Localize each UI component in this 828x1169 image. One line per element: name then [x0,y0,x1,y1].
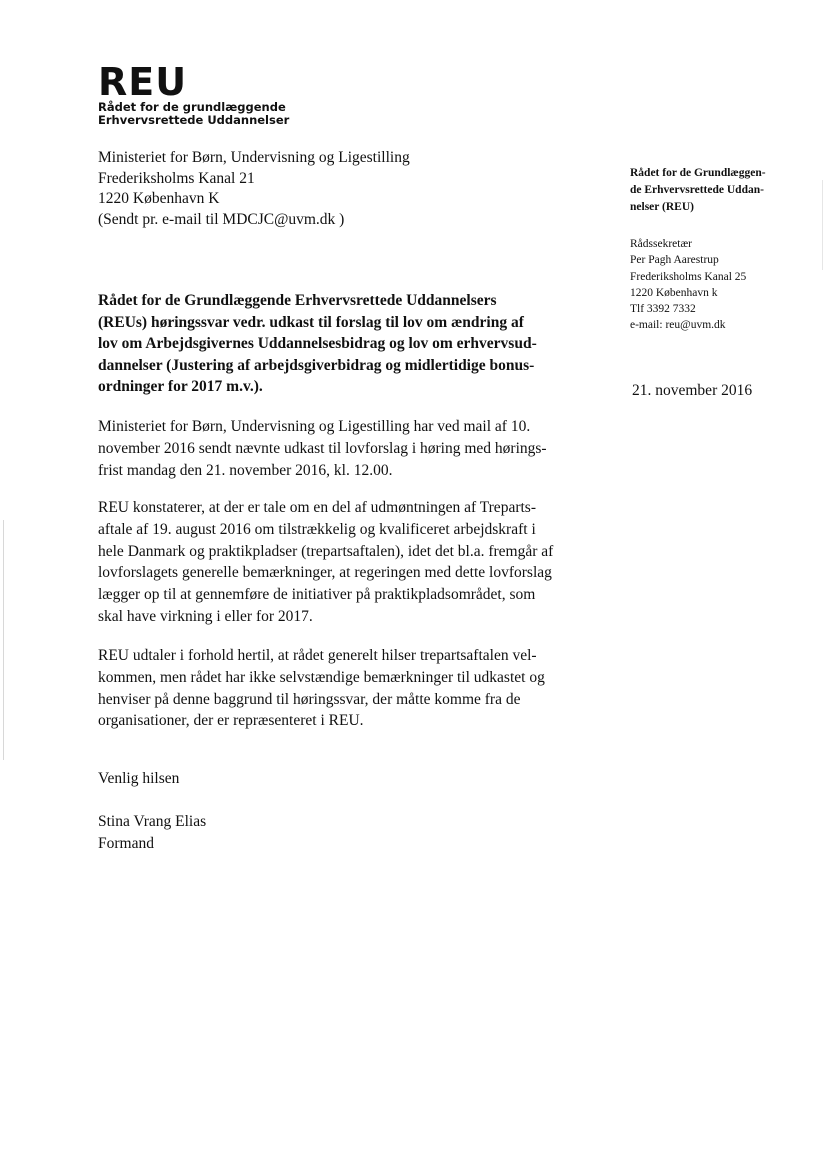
sidebar-org-line: Rådet for de Grundlæggen- [630,167,766,179]
recipient-line: (Sendt pr. e-mail til MDCJC@uvm.dk ) [98,210,345,228]
paragraph-line: kommen, men rådet har ikke selvstændige bemærkninger til udkastet og [98,668,545,686]
paragraph-line: REU konstaterer, at der er tale om en del af udmøntningen af Treparts- [98,499,536,516]
paragraph-line: lovforslagets generelle bemærkninger, at regeringen med dette lovforslag [98,564,552,582]
sidebar-org-name [630,165,795,216]
sidebar-contact-line: 1220 København k [630,286,718,299]
signatory-name: Stina Vrang Elias [98,813,207,830]
reu-logo: REU [98,60,188,104]
letterhead-org-line: Rådet for de grundlæggende [98,100,286,114]
paragraph-line: frist mandag den 21. november 2016, kl. 12.00. [98,461,393,479]
closing-greeting: Venlig hilsen [98,770,180,787]
sidebar-email: e-mail: reu@uvm.dk [630,319,726,332]
body-paragraph-1 [98,416,578,481]
paragraph-line: henviser på denne baggrund til høringssvar, der måtte komme fra de [98,690,521,708]
paragraph-line: REU udtaler i forhold hertil, at rådet generelt hilser trepartsaftalen vel- [98,647,537,664]
paragraph-line: skal have virkning i eller for 2017. [98,607,313,625]
sidebar-contact-line: Frederiksholms Kanal 25 [630,270,747,283]
paragraph-line: Ministeriet for Børn, Undervisning og Ligestilling har ved mail af 10. [98,418,531,435]
subject-line: dannelser (Justering af arbejdsgiverbidrag og midlertidige bonus- [98,356,535,374]
letterhead-org-name [98,101,289,127]
paragraph-line: hele Danmark og praktikpladser (trepartsaftalen), idet det bl.a. fremgår af [98,542,554,560]
sidebar-org-line: de Erhvervsrettede Uddan- [630,184,764,196]
paragraph-line: lægger op til at gennemføre de initiativer på praktikpladsområdet, som [98,586,536,604]
sidebar-contact [630,236,746,334]
subject-line: Rådet for de Grundlæggende Erhvervsrettede Uddannelsers [98,292,497,309]
signatory-title: Formand [98,835,154,852]
paragraph-line: november 2016 sendt nævnte udkast til lovforslag i høring med hørings- [98,439,547,457]
subject-line: lov om Arbejdsgivernes Uddannelsesbidrag og lov om erhvervsud- [98,335,537,353]
recipient-address [98,148,410,230]
scan-edge-mark [3,520,4,760]
sidebar-org-line: nelser (REU) [630,201,694,213]
paragraph-line: aftale af 19. august 2016 om tilstrækkelig og kvalificeret arbejdskraft i [98,520,536,538]
subject-line: (REUs) høringssvar vedr. udkast til forslag til lov om ændring af [98,313,524,331]
scan-edge-mark [822,180,823,270]
paragraph-line: organisationer, der er repræsenteret i REU. [98,712,364,730]
sidebar-contact-line: Rådssekretær [630,238,692,250]
letterhead-org-line: Erhvervsrettede Uddannelser [98,113,290,127]
sidebar-contact-line: Per Pagh Aarestrup [630,254,719,267]
subject-line: ordninger for 2017 m.v.). [98,378,263,396]
body-paragraph-3 [98,645,578,732]
recipient-line: Frederiksholms Kanal 21 [98,169,255,187]
letter-date: 21. november 2016 [632,382,753,399]
sidebar-contact-line: Tlf 3392 7332 [630,303,696,316]
recipient-line: 1220 København K [98,190,220,207]
letter-subject [98,290,573,398]
recipient-line: Ministeriet for Børn, Undervisning og Ligestilling [98,149,410,166]
body-paragraph-2 [98,497,578,628]
